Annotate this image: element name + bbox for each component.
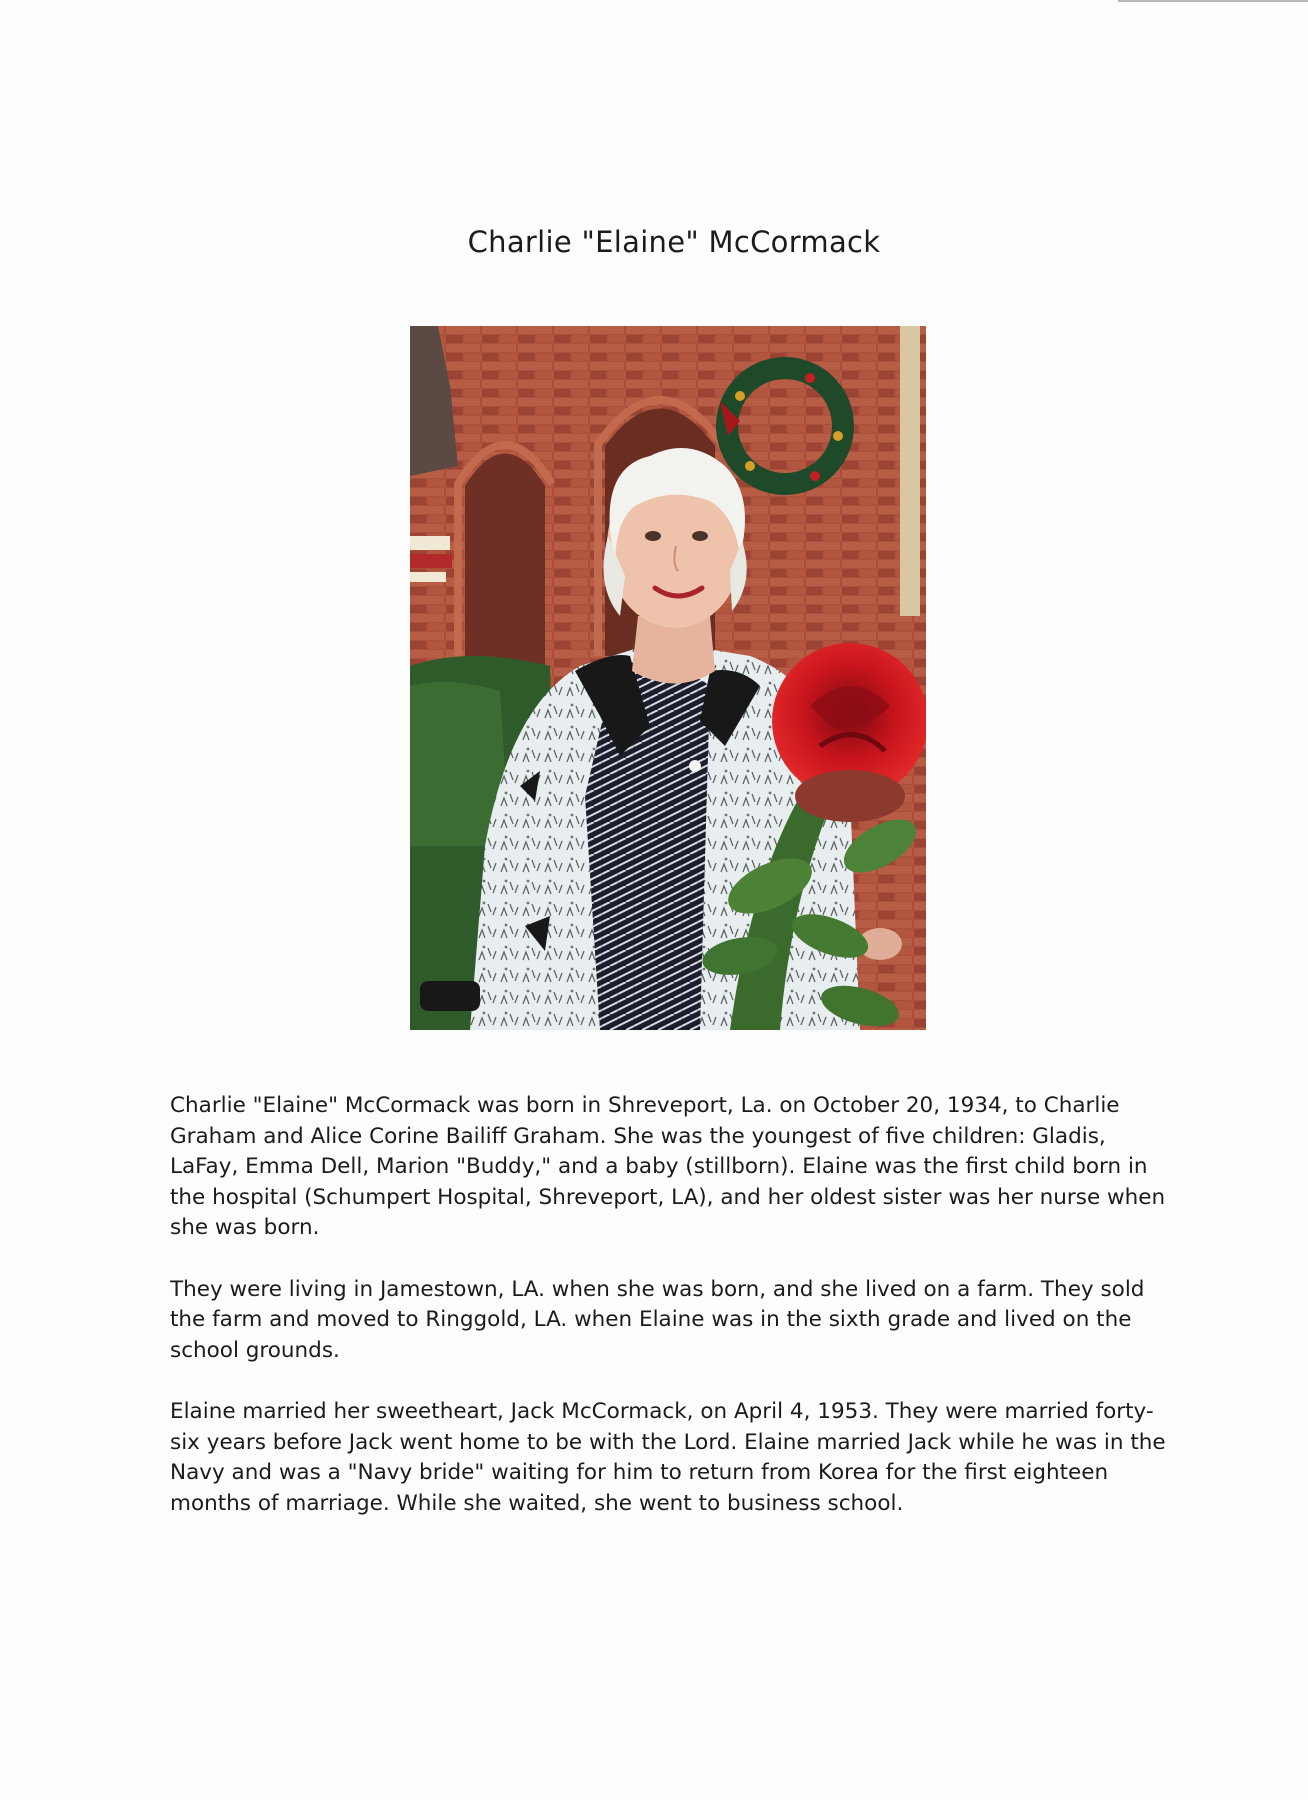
biography-paragraph: They were living in Jamestown, LA. when she was born, and she lived on a farm. They sold the farm and moved to Ringgold, LA. when Elaine was in the sixth grade and lived on the school grounds.	[170, 1276, 1145, 1363]
holiday-sign	[410, 536, 452, 582]
portrait-photo	[410, 326, 926, 1030]
biography-paragraph: Charlie "Elaine" McCormack was born in Shreveport, La. on October 20, 1934, to Charlie Graham and Alice Corine Bailiff Graham. She was the youngest of five children: Gladis, LaFay, Emma Dell, Marion "Buddy," and a baby (stillborn). Elaine was the first child born in the hospital (Schumpert Hospital, Shreveport, LA), and her oldest sister was her nurse when she was born.	[170, 1093, 1166, 1240]
page-title: Charlie "Elaine" McCormack	[467, 225, 881, 259]
portrait-illustration	[410, 326, 926, 1030]
wooden-post	[900, 326, 920, 616]
biography-paragraph: Elaine married her sweetheart, Jack McCormack, on April 4, 1953. They were married forty-six years before Jack went home to be with the Lord. Elaine married Jack while he was in the Navy and was a "Navy bride" waiting for him to return from Korea for the first eighteen months of marriage. While she waited, she went to business school.	[170, 1399, 1166, 1516]
scan-edge-line	[1118, 0, 1308, 2]
biography-text	[170, 1091, 1180, 1550]
